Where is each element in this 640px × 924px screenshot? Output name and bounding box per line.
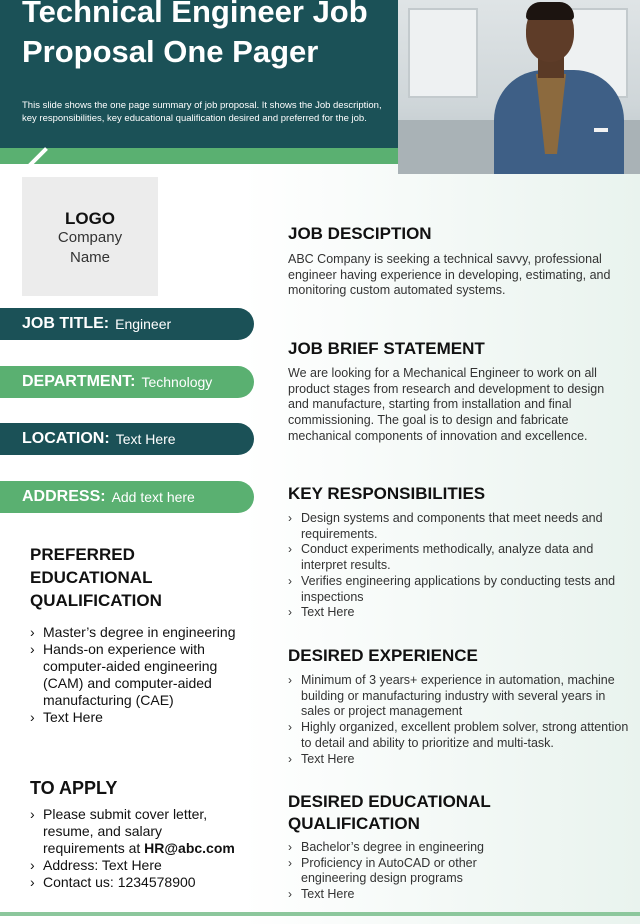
job-title-pill: [0, 308, 254, 340]
logo-title: LOGO: [64, 208, 116, 228]
list-item: › Bachelor’s degree in engineering: [288, 840, 485, 854]
address-pill: [0, 481, 254, 513]
header-accent-bar: [0, 148, 398, 164]
chevron-right-icon: ›: [30, 806, 35, 822]
chevron-right-icon: ›: [288, 751, 292, 766]
chevron-right-icon: ›: [288, 855, 292, 870]
chevron-right-icon: ›: [288, 887, 292, 902]
job-title-label: JOB TITLE:: [22, 315, 110, 332]
chevron-right-icon: ›: [30, 857, 35, 873]
location-value: Text Here: [115, 431, 176, 447]
chevron-right-icon: ›: [30, 624, 35, 640]
desired-education-list: [288, 840, 508, 903]
list-item: › Conduct experiments methodically, analyze data and interpret results.: [288, 542, 594, 573]
to-apply-list: [30, 806, 242, 891]
list-item: › Highly organized, excellent problem solver, strong attention to detail and ability to prioritize and multi-task.: [288, 720, 629, 750]
chevron-right-icon: ›: [30, 874, 35, 890]
chevron-right-icon: ›: [288, 542, 292, 557]
photo-background-window: [408, 8, 478, 98]
department-pill: [0, 366, 254, 398]
logo-company-name: Company Name: [57, 228, 123, 266]
preferred-qualification-heading: PREFERRED EDUCATIONAL QUALIFICATION: [30, 545, 162, 610]
chevron-right-icon: ›: [288, 573, 292, 588]
location-pill: [0, 423, 254, 455]
list-item: › Design systems and components that meet needs and requirements.: [288, 511, 603, 541]
job-brief-text: We are looking for a Mechanical Engineer to work on all product stages from research and development to design and manufacture, starting from installation and final commissioning. The goal is to design and fabricate mechanical components of innovation and excellence.: [288, 366, 605, 443]
list-item: › Proficiency in AutoCAD or other engineering design programs: [288, 855, 477, 886]
desired-experience-list: [288, 673, 634, 767]
list-item: › Text Here: [288, 751, 355, 766]
address-label: ADDRESS:: [22, 488, 106, 505]
person-hair: [526, 2, 574, 20]
list-item: › Contact us: 1234578900: [30, 874, 196, 890]
company-logo-placeholder: [22, 177, 158, 296]
list-item: › Verifies engineering applications by conducting tests and inspections: [288, 573, 616, 604]
pocket-square: [594, 128, 608, 132]
desired-experience-heading: DESIRED EXPERIENCE: [288, 646, 478, 665]
list-item: › Minimum of 3 years+ experience in automation, machine building or manufacturing industry with several years in sales or project management: [288, 673, 615, 719]
page-subtitle: This slide shows the one page summary of job proposal. It shows the Job description, key responsibilities, key educational qualification desired and preferred for the job.: [22, 100, 382, 124]
department-value: Technology: [141, 374, 213, 390]
list-item: › Address: Text Here: [30, 857, 162, 873]
list-item: › Please submit cover letter, resume, and salary requirements at HR@abc.com: [30, 806, 235, 856]
job-description-heading: JOB DESCIPTION: [288, 224, 432, 243]
list-item: › Hands-on experience with computer-aided engineering (CAM) and computer-aided manufacturing (CAE): [30, 641, 218, 708]
apply-email: HR@abc.com: [144, 840, 235, 856]
footer-accent-bar: [0, 912, 640, 916]
list-item: › Text Here: [288, 887, 355, 902]
key-responsibilities-heading: KEY RESPONSIBILITIES: [288, 484, 486, 503]
chevron-right-icon: ›: [288, 840, 292, 854]
engineer-photo: [398, 0, 640, 174]
job-description-text: ABC Company is seeking a technical savvy, professional engineer having experience in developing, estimating, and monitoring custom automated systems.: [288, 252, 611, 298]
chevron-right-icon: ›: [288, 605, 292, 620]
chevron-right-icon: ›: [288, 720, 292, 735]
chevron-right-icon: ›: [288, 673, 292, 687]
job-brief-heading: JOB BRIEF STATEMENT: [288, 339, 485, 358]
chevron-right-icon: ›: [30, 709, 35, 725]
page-title: Technical Engineer Job Proposal One Pager: [22, 0, 368, 69]
department-label: DEPARTMENT:: [22, 373, 136, 390]
job-title-value: Engineer: [115, 316, 172, 332]
address-value: Add text here: [111, 489, 195, 505]
to-apply-heading: TO APPLY: [30, 778, 118, 798]
key-responsibilities-list: [288, 511, 634, 621]
list-item: › Text Here: [288, 605, 355, 620]
chevron-right-icon: ›: [30, 641, 35, 657]
chevron-right-icon: ›: [288, 511, 292, 525]
list-item: › Master’s degree in engineering: [30, 624, 236, 640]
list-item: › Text Here: [30, 709, 103, 725]
location-label: LOCATION:: [22, 430, 110, 447]
desired-education-heading: DESIRED EDUCATIONAL QUALIFICATION: [288, 792, 491, 833]
preferred-qualification-list: [30, 624, 252, 726]
